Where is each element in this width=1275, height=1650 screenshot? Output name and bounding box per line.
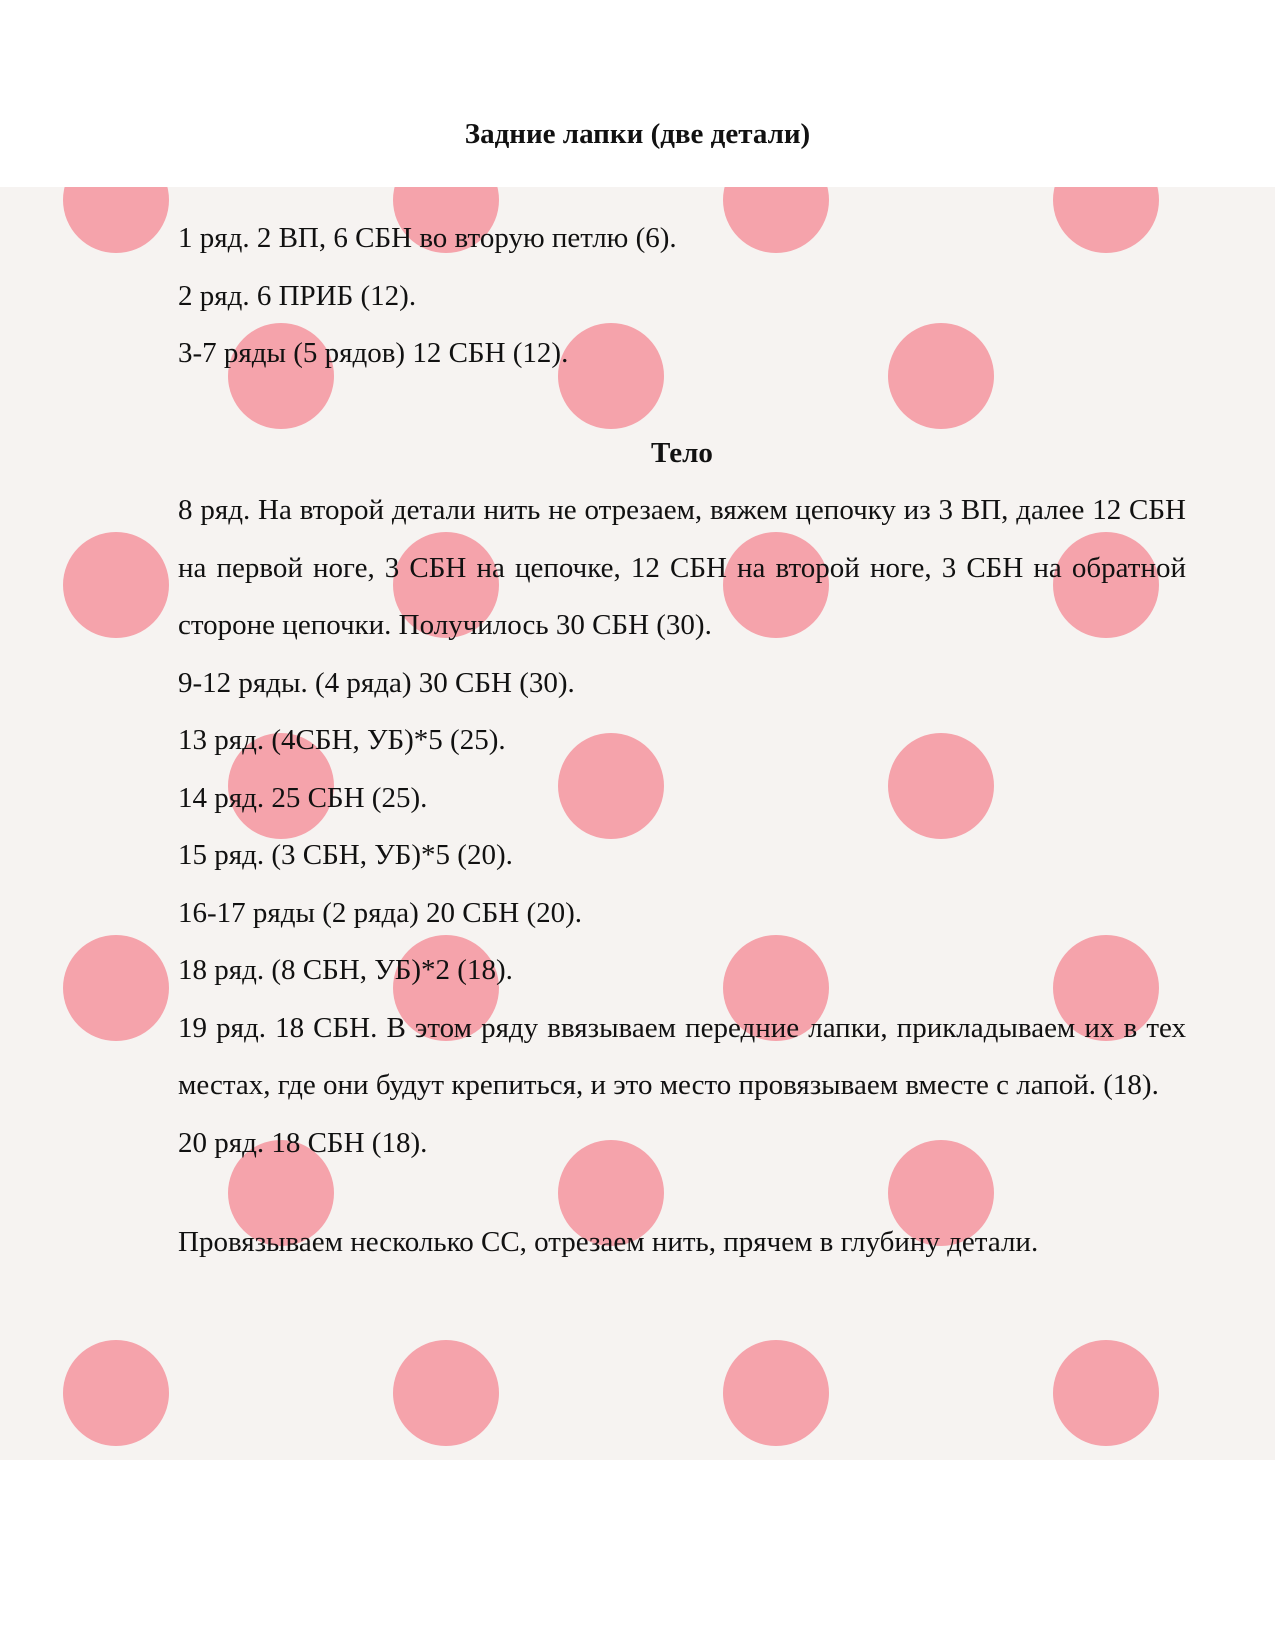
- pattern-row: 13 ряд. (4СБН, УБ)*5 (25).: [178, 724, 506, 756]
- body-section: [178, 482, 1186, 1172]
- pattern-row: 18 ряд. (8 СБН, УБ)*2 (18).: [178, 954, 513, 986]
- pattern-row: 1 ряд. 2 ВП, 6 СБН во вторую петлю (6).: [178, 222, 677, 254]
- pattern-content: [178, 210, 1186, 1272]
- pattern-row: 15 ряд. (3 СБН, УБ)*5 (20).: [178, 839, 513, 871]
- polka-dot: [393, 1340, 499, 1446]
- polka-dot: [63, 532, 169, 638]
- pattern-row: 8 ряд. На второй детали нить не отрезаем, вяжем цепочку из 3 ВП, далее 12 СБН на первой ноге, 3 СБН на цепочке, 12 СБН на второй ноге, 3 СБН на обратной стороне цепочки. Получилось 30 СБН (30).: [178, 494, 1186, 641]
- polka-dot: [63, 1340, 169, 1446]
- pattern-row: 2 ряд. 6 ПРИБ (12).: [178, 279, 417, 312]
- polka-dot: [723, 1340, 829, 1446]
- polka-dot: [63, 187, 169, 253]
- polka-dot: [63, 935, 169, 1041]
- pattern-row: 3-7 ряды (5 рядов) 12 СБН (12).: [178, 337, 569, 369]
- pattern-row: 20 ряд. 18 СБН (18).: [178, 1126, 428, 1159]
- final-note: Провязываем несколько СС, отрезаем нить, прячем в глубину детали.: [178, 1226, 1039, 1258]
- body-section-heading: Тело: [651, 436, 713, 469]
- pattern-row: 9-12 ряды. (4 ряда) 30 СБН (30).: [178, 666, 575, 699]
- pattern-row: 19 ряд. 18 СБН. В этом ряду ввязываем передние лапки, прикладываем их в тех местах, где они будут крепиться, и это место провязываем вместе с лапой. (18).: [178, 1011, 1186, 1101]
- legs-section: [178, 210, 1186, 383]
- pattern-row: 14 ряд. 25 СБН (25).: [178, 781, 428, 814]
- pattern-row: 16-17 ряды (2 ряда) 20 СБН (20).: [178, 896, 583, 929]
- polka-dot: [1053, 1340, 1159, 1446]
- page-title: Задние лапки (две детали): [464, 118, 811, 150]
